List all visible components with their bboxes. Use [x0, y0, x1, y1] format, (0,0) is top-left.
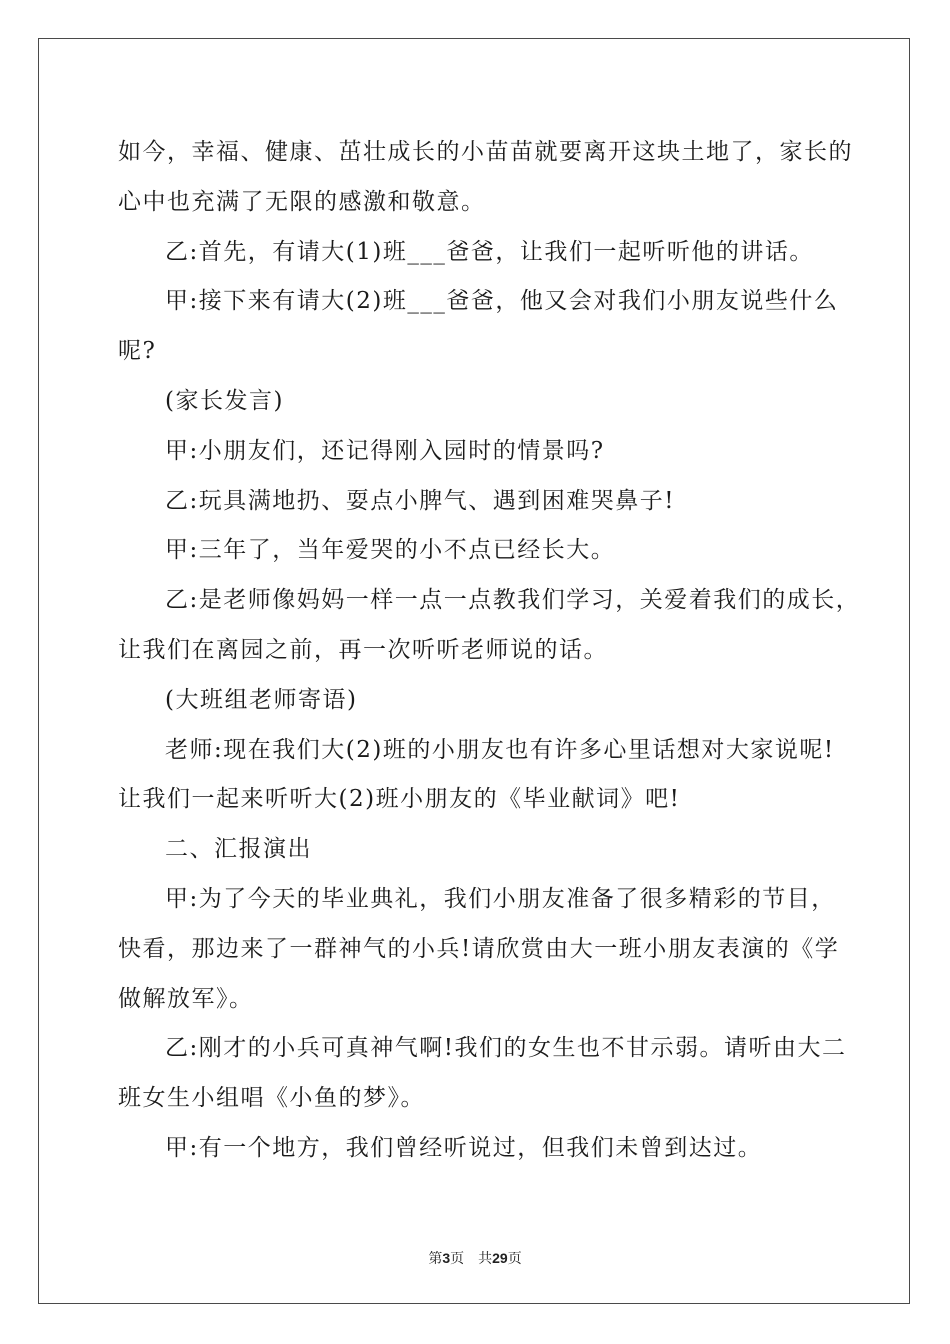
- text-line: (家长发言): [165, 387, 284, 414]
- document-body: [118, 128, 861, 1174]
- page-prefix: 第: [428, 1251, 443, 1267]
- text-line: 快看，那边来了一群神气的小兵!请欣赏由大一班小朋友表演的《学: [118, 935, 840, 962]
- text-line: 乙:玩具满地扔、耍点小脾气、遇到困难哭鼻子!: [165, 487, 675, 514]
- text-line: 呢?: [118, 338, 157, 365]
- page-footer: [0, 1248, 950, 1268]
- page-total: 29: [492, 1250, 508, 1266]
- text-line: 甲:接下来有请大(2)班___爸爸，他又会对我们小朋友说些什么: [165, 288, 839, 315]
- text-line: 甲:小朋友们，还记得刚入园时的情景吗?: [165, 437, 605, 464]
- text-line: 乙:是老师像妈妈一样一点一点教我们学习，关爱着我们的成长，: [165, 587, 861, 614]
- text-line: 甲:为了今天的毕业典礼，我们小朋友准备了很多精彩的节目，: [165, 885, 836, 912]
- text-line: 乙:刚才的小兵可真神气啊!我们的女生也不甘示弱。请听由大二: [165, 1035, 847, 1062]
- text-line: (大班组老师寄语): [165, 686, 358, 713]
- text-line: 乙:首先，有请大(1)班___爸爸，让我们一起听听他的讲话。: [165, 238, 814, 265]
- page-number: 3: [442, 1250, 451, 1266]
- total-suffix: 页: [507, 1251, 522, 1267]
- text-line: 甲:三年了，当年爱哭的小不点已经长大。: [165, 537, 616, 564]
- text-line: 让我们在离园之前，再一次听听老师说的话。: [118, 636, 608, 663]
- total-prefix: 共: [478, 1251, 493, 1267]
- text-line: 甲:有一个地方，我们曾经听说过，但我们未曾到达过。: [165, 1134, 763, 1161]
- text-line: 让我们一起来听听大(2)班小朋友的《毕业献词》吧!: [118, 786, 681, 813]
- text-line: 老师:现在我们大(2)班的小朋友也有许多心里话想对大家说呢!: [165, 736, 835, 763]
- text-line: 如今，幸福、健康、茁壮成长的小苗苗就要离开这块土地了，家长的: [118, 139, 853, 165]
- text-line: 心中也充满了无限的感激和敬意。: [118, 188, 486, 215]
- text-line: 二、汇报演出: [165, 836, 312, 863]
- text-line: 做解放军》。: [118, 985, 254, 1012]
- page-suffix: 页: [450, 1251, 465, 1267]
- text-line: 班女生小组唱《小鱼的梦》。: [118, 1085, 425, 1112]
